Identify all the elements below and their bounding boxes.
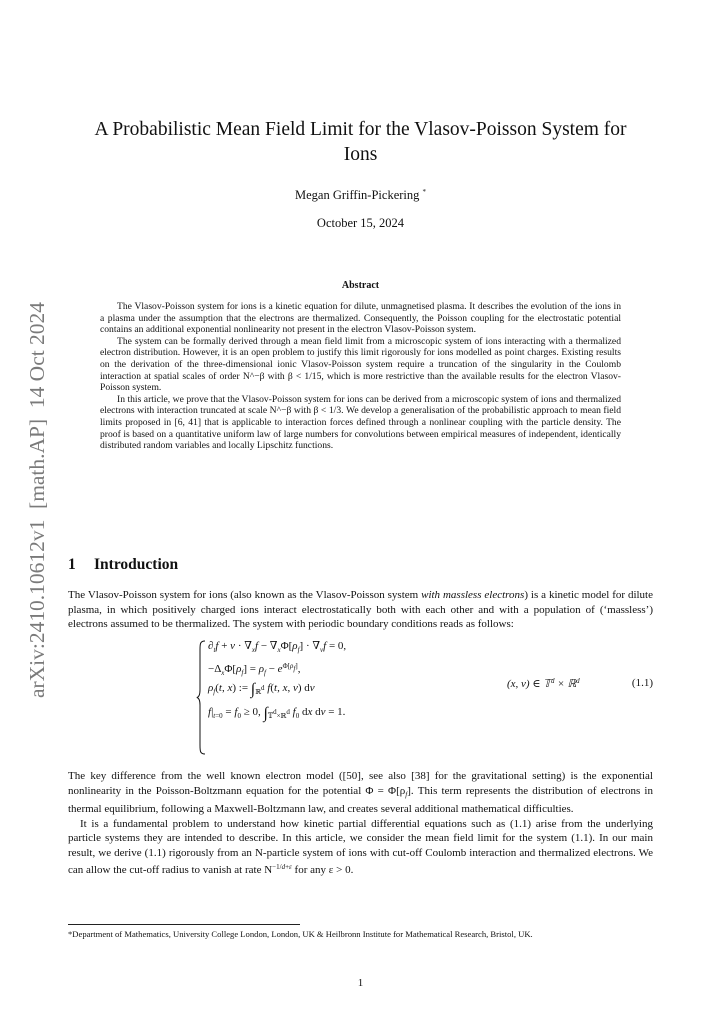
abstract-paragraph-2: The system can be formally derived through a mean field limit from a microscopic system of ions interacting with a thermalized electron distribution. However, it is an open problem to justify this limit rigorously for ions modelled as point charges. Existing results on the derivation of the three-dimensional ionic Vlasov-Poisson system require a truncation of the singularity in the Coulomb interaction at spatial scales of order N^−β with β < 1/15, which is more restrictive than the available results for the electron Vlasov-Poisson system. bbox=[100, 335, 621, 394]
arxiv-stamp bbox=[20, 300, 52, 700]
eq-line-vlasov: $\partial_tf + v \cdot \nabla_xf - \nabla_x\Phi[\rho_f] \cdot \nabla_vf = 0$, bbox=[208, 640, 347, 654]
intro-body bbox=[68, 769, 653, 878]
equation-domain: (x, v) ∈ 𝕋$^d$ × ℝ$^d$ bbox=[507, 677, 580, 690]
author-line bbox=[68, 188, 653, 203]
intro-p3-text: It is a fundamental problem to understand how kinetic partial differential equations such as (1.1) arise from the underlying particle systems they are intended to describe. In this article, we consider the mean field limit for the system (1.1). In our main result, we derive (1.1) rigorously from an N-particle system of ions with cut-off Coulomb interaction and thermalized electrons. We can allow the cut-off radius to vanish at rate N bbox=[68, 817, 653, 876]
equation-number: (1.1) bbox=[631, 677, 653, 689]
section-number: 1 bbox=[68, 556, 76, 573]
intro-p2-text-cont: ]. This term represents the distribution of electrons in thermal equilibrium, following a Maxwell-Boltzmann law, and creates several additional mathematical difficulties. bbox=[68, 784, 653, 815]
equation-1-1 bbox=[196, 636, 653, 758]
arxiv-stamp-text: arXiv:2410.10612v1 [math.AP] 14 Oct 2024 bbox=[25, 301, 49, 698]
intro-paragraph-2: The key difference from the well known electron model ([50], see also [38] for the gravitational setting) is the exponential nonlinearity in the Poisson-Boltzmann equation for the potential $\Phi = \Phi[\rho_f]$. This term represents the distribution of electrons in thermal equilibrium, following a Maxwell-Boltzmann law, and creates several additional mathematical difficulties. bbox=[68, 770, 653, 815]
section-title: Introduction bbox=[94, 556, 179, 573]
paper-date: October 15, 2024 bbox=[316, 216, 405, 230]
page-number: 1 bbox=[357, 977, 364, 989]
author-name: Megan Griffin-Pickering bbox=[294, 188, 420, 202]
abstract-paragraph-3: In this article, we prove that the Vlasov-Poisson system for ions can be derived from a microscopic system of ions and thermalized electrons with interaction truncated at scale N^−β with β < 1/3. We develop a generalisation of the probabilistic approach to mean field limits proposed in [6, 41] that is applicable to interaction forces defined through a nonlinear coupling with the particle density. The proof is based on a quantitative uniform law of large numbers for convolutions between empirical measures of independent, identically distributed random variables and locally Lipschitz functions. bbox=[100, 393, 621, 452]
affiliation-footnote: *Department of Mathematics, University College London, London, UK & Heilbronn Institute for Mathematical Research, Bristol, UK. bbox=[68, 929, 533, 939]
intro-paragraph-1 bbox=[68, 588, 653, 632]
left-brace bbox=[196, 640, 206, 755]
intro-paragraph-3: It is a fundamental problem to understand how kinetic partial differential equations such as (1.1) arise from the underlying particle systems they are intended to describe. In this article, we consider the mean field limit for the system (1.1). In our main result, we derive (1.1) rigorously from an N-particle system of ions with cut-off Coulomb interaction and thermalized electrons. We can allow the cut-off radius to vanish at rate $N^{-1/d+\varepsilon}$ for any ε > 0. bbox=[68, 817, 653, 876]
section-heading-introduction bbox=[68, 556, 178, 574]
footnote-rule bbox=[68, 924, 300, 925]
paper-title bbox=[68, 117, 653, 167]
intro-text-cont: ) is a kinetic model for dilute plasma, in which positively charged ions interact electrostatically both with each other and with a population of (‘massless’) electrons assumed to be thermalized. The system with periodic boundary conditions reads as follows: bbox=[68, 589, 653, 630]
eq-line-density: $\rho_f(t$, x) := $\int_{ℝd}$ f(t, x, v) dv bbox=[208, 681, 315, 698]
abstract-heading: Abstract bbox=[341, 280, 380, 291]
abstract-paragraph-1: The Vlasov-Poisson system for ions is a kinetic equation for dilute, unmagnetised plasma. It describes the evolution of the ions in a plasma under the assumption that the electrons are thermalized. Consequently, the Poisson coupling for the electrostatic potential contains an additional exponential nonlinearity not present in the electron Vlasov-Poisson system. bbox=[100, 301, 621, 336]
intro-text: The Vlasov-Poisson system for ions (also known as the Vlasov-Poisson system bbox=[68, 589, 422, 601]
intro-p2-text: The key difference from the well known electron model ([50], see also [38] for the gravitational setting) is the exponential nonlinearity in the Poisson-Boltzmann equation for the potential Φ = Φ[ρ bbox=[68, 770, 653, 797]
author-footnote-mark[interactable]: * bbox=[422, 188, 426, 196]
eq-line-initial: $f|_{t=0} = f_0 \ge 0$, $\int_{𝕋d\times ℝd}$ $f_0$ dx dv = 1. bbox=[208, 705, 346, 722]
equation-lines bbox=[208, 636, 346, 724]
eq-line-poisson: $-\Delta_x\Phi[\rho_f] = \rho_f - e^{\Phi[\rho f]}$, bbox=[208, 662, 301, 677]
intro-p3-text-cont: for any ε > 0. bbox=[291, 864, 354, 876]
intro-emphasis: with massless electrons bbox=[421, 589, 525, 601]
title-line-2: Ions bbox=[343, 144, 378, 165]
title-line-1: A Probabilistic Mean Field Limit for the Vlasov-Poisson System for bbox=[94, 119, 627, 140]
abstract bbox=[100, 301, 621, 452]
